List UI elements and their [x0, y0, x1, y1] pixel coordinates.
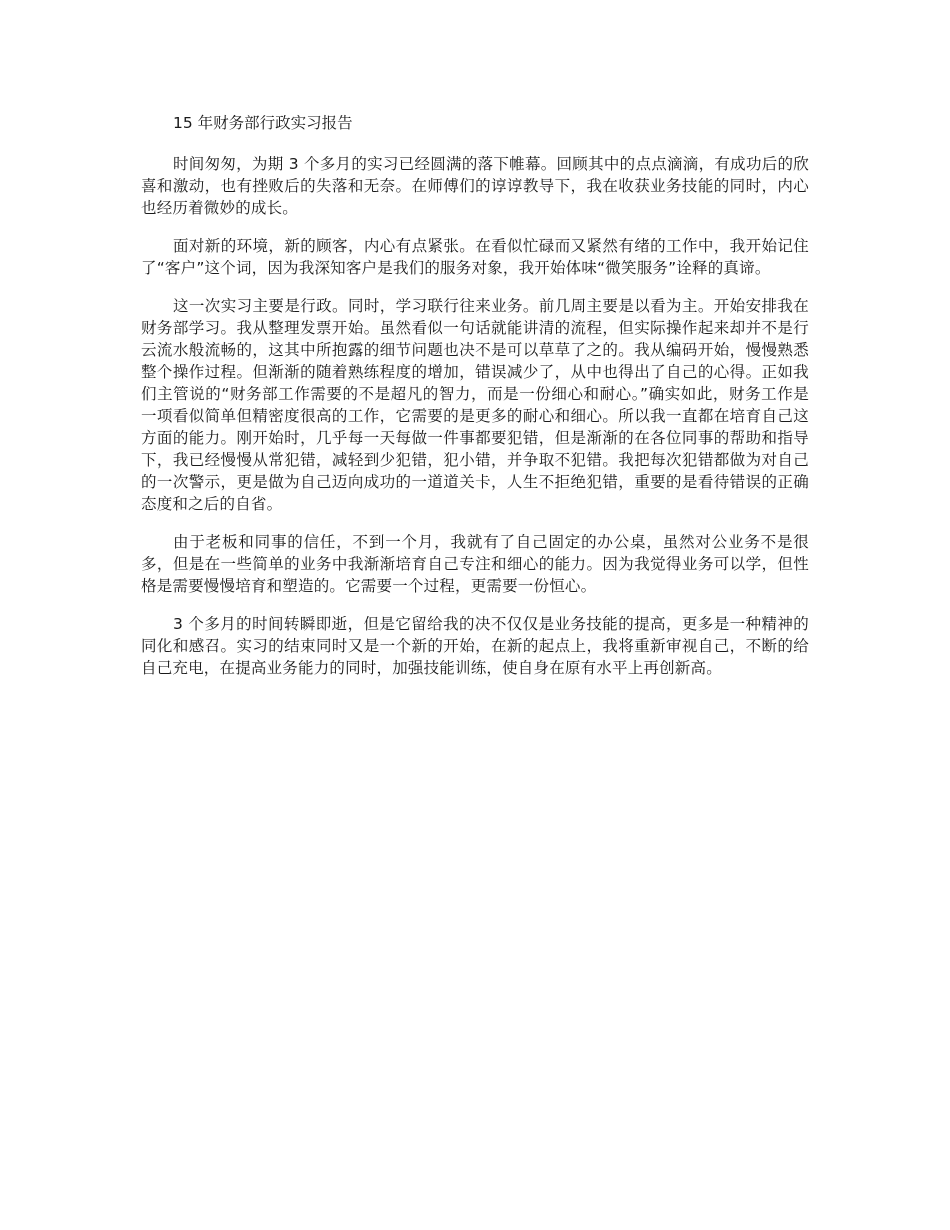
paragraph-2: 面对新的环境，新的顾客，内心有点紧张。在看似忙碌而又紧然有绪的工作中，我开始记住了“客户”这个词，因为我深知客户是我们的服务对象，我开始体味“微笑服务”诠释的真谛。 — [141, 237, 809, 277]
paragraph-3: 这一次实习主要是行政。同时，学习联行往来业务。前几周主要是以看为主。开始安排我在财务部学习。我从整理发票开始。虽然看似一句话就能讲清的流程，但实际操作起来却并不是行云流水般流畅的，这其中所抱露的细节问题也决不是可以草草了之的。我从编码开始，慢慢熟悉整个操作过程。但渐渐的随着熟练程度的增加，错误减少了，从中也得出了自己的心得。正如我们主管说的“财务部工作需要的不是超凡的智力，而是一份细心和耐心。”确实如此，财务工作是一项看似简单但精密度很高的工作，它需要的是更多的耐心和细心。所以我一直都在培育自己这方面的能力。刚开始时，几乎每一天每做一件事都要犯错，但是渐渐的在各位同事的帮助和指导下，我已经慢慢从常犯错，减轻到少犯错，犯小错，并争取不犯错。我把每次犯错都做为对自己的一次警示，更是做为自己迈向成功的一道道关卡，人生不拒绝犯错，重要的是看待错误的正确态度和之后的自省。 — [141, 297, 809, 513]
document-title: 15 年财务部行政实习报告 — [173, 114, 353, 132]
document-body — [141, 112, 809, 695]
paragraph-4: 由于老板和同事的信任，不到一个月，我就有了自己固定的办公桌，虽然对公业务不是很多，但是在一些简单的业务中我渐渐培育自己专注和细心的能力。因为我觉得业务可以学，但性格是需要慢慢培育和塑造的。它需要一个过程，更需要一份恒心。 — [141, 533, 809, 595]
paragraph-5: 3 个多月的时间转瞬即逝，但是它留给我的决不仅仅是业务技能的提高，更多是一种精神的同化和感召。实习的结束同时又是一个新的开始，在新的起点上，我将重新审视自己，不断的给自己充电，在提高业务能力的同时，加强技能训练，使自身在原有水平上再创新高。 — [141, 615, 809, 677]
paragraph-1: 时间匆匆，为期 3 个多月的实习已经圆满的落下帷幕。回顾其中的点点滴滴，有成功后的欣喜和激动，也有挫败后的失落和无奈。在师傅们的谆谆教导下，我在收获业务技能的同时，内心也经历着微妙的成长。 — [141, 155, 809, 217]
